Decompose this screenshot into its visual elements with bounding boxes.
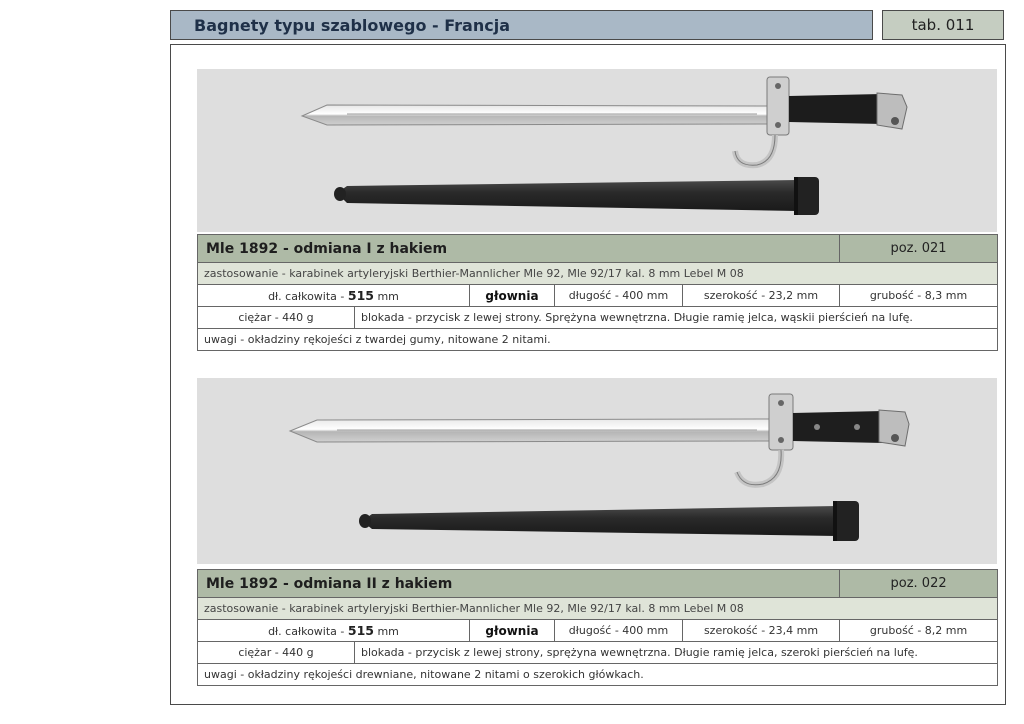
item-notes: uwagi - okładziny rękojeści z twardej gumy, nitowane 2 nitami. [198,329,998,351]
bayonet-photo-2 [197,378,997,564]
item-notes-row [198,329,998,351]
item-dimensions-row [198,285,998,307]
total-length-value: 515 [347,288,374,303]
page-title-bar [170,10,873,40]
blade-thickness: grubość - 8,2 mm [840,620,998,642]
item-lock: blokada - przycisk z lewej strony, sprężyna wewnętrzna. Długie ramię jelca, szeroki pierścień na lufę. [355,642,998,664]
total-length-value: 515 [347,623,374,638]
item-usage-row [198,263,998,285]
item-header [198,570,998,598]
total-length-unit: mm [377,290,399,303]
blade-label: głownia [470,620,555,642]
item-name: Mle 1892 - odmiana I z hakiem [198,235,840,263]
item-position: poz. 021 [840,235,998,263]
item-usage-row [198,598,998,620]
blade-label: głownia [470,285,555,307]
item-lock-row [198,307,998,329]
total-length-label: dł. całkowita - [268,625,345,638]
total-length-label: dł. całkowita - [268,290,345,303]
item-table-2 [197,569,998,686]
item-usage: zastosowanie - karabinek artyleryjski Berthier-Mannlicher Mle 92, Mle 92/17 kal. 8 mm Lebel M 08 [198,598,998,620]
bayonet-photo-1 [197,69,997,232]
item-table-1 [197,234,998,351]
blade-length: długość - 400 mm [555,285,683,307]
item-position: poz. 022 [840,570,998,598]
item-usage: zastosowanie - karabinek artyleryjski Berthier-Mannlicher Mle 92, Mle 92/17 kal. 8 mm Lebel M 08 [198,263,998,285]
blade-width: szerokość - 23,4 mm [683,620,840,642]
item-notes: uwagi - okładziny rękojeści drewniane, nitowane 2 nitami o szerokich główkach. [198,664,998,686]
total-length-unit: mm [377,625,399,638]
item-weight: ciężar - 440 g [198,307,355,329]
blade-thickness: grubość - 8,3 mm [840,285,998,307]
item-dimensions-row [198,620,998,642]
page-title: Bagnety typu szablowego - Francja [194,16,510,35]
tab-number: tab. 011 [882,10,1004,40]
item-header [198,235,998,263]
item-name: Mle 1892 - odmiana II z hakiem [198,570,840,598]
blade-length: długość - 400 mm [555,620,683,642]
total-length [198,620,470,642]
item-weight: ciężar - 440 g [198,642,355,664]
item-lock: blokada - przycisk z lewej strony. Sprężyna wewnętrzna. Długie ramię jelca, wąskii pierścień na lufę. [355,307,998,329]
item-lock-row [198,642,998,664]
blade-width: szerokość - 23,2 mm [683,285,840,307]
item-notes-row [198,664,998,686]
total-length [198,285,470,307]
